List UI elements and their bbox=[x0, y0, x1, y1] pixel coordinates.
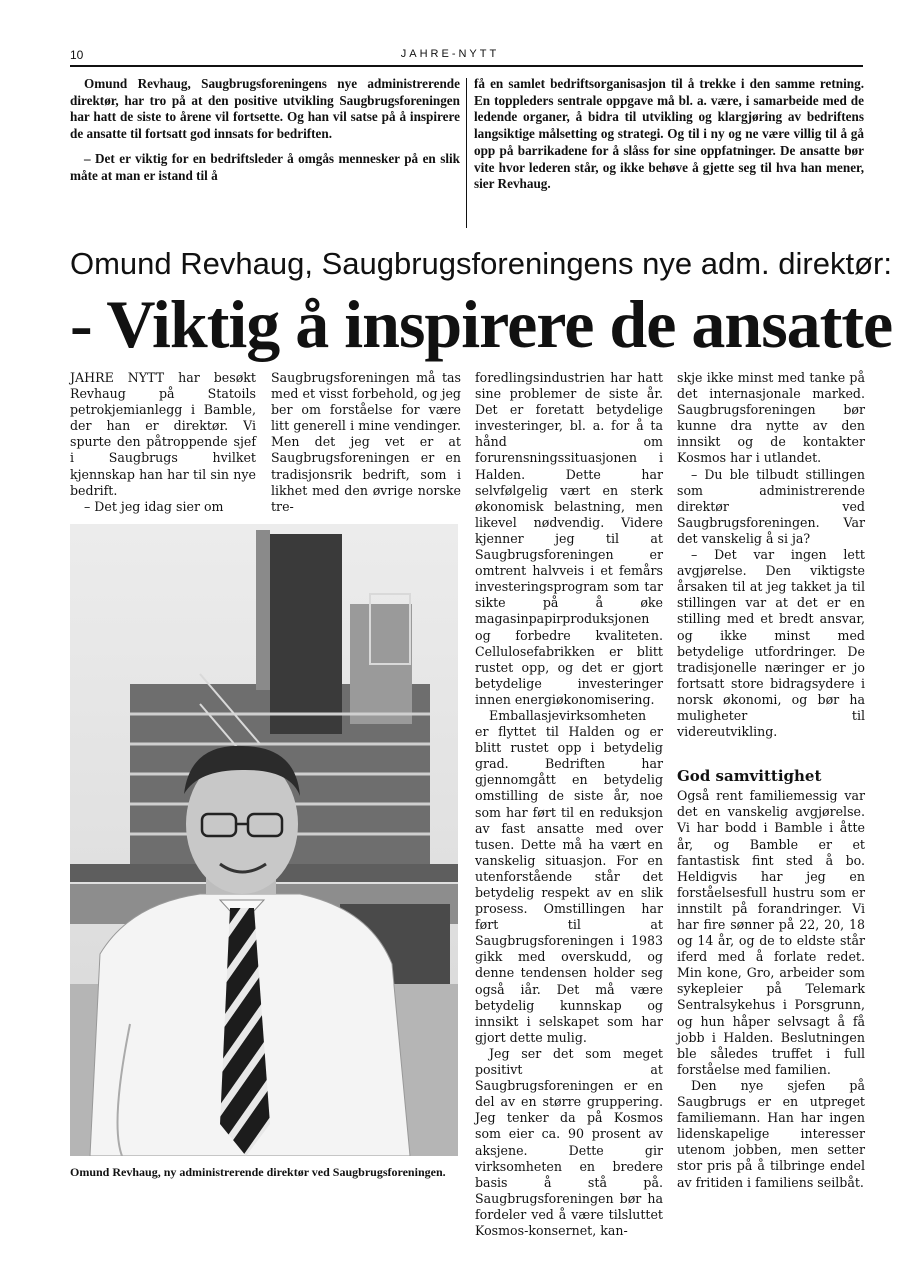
body-paragraph: Den nye sjefen på Saugbrugs er en utpreget familiemann. Han har ingen lidenskapelige interesser utenom jobben, men setter stor pris på å tilbringe endel av fritiden i familiens seilbåt. bbox=[677, 1077, 865, 1190]
headline: - Viktig å inspirere de ansatte bbox=[70, 286, 893, 362]
body-paragraph: foredlingsindustrien har hatt sine problemer de siste år. Det er foretatt betydelige investeringer, bl. a. for å ta hånd om forurensningssituasjonen i Halden. Dette har selvfølgelig vært en sterk økonomisk belastning, men likevel nødvendig. Videre kjenner jeg til at Saugbrugsforeningen er omtrent halvveis i et femårs investeringsprogram som tar sikte på å øke magasinpapirproduksjonen og forbedre kvaliteten. Cellulosefabrikken er blitt rustet opp, og det er gjort betydelige investeringer innen energiøkonomisering. bbox=[475, 370, 663, 707]
intro-left bbox=[70, 76, 460, 192]
body-paragraph: JAHRE NYTT har besøkt Revhaug på Statoils petrokjemianlegg i Bamble, der han er direktør. Vi spurte den påtroppende sjef i Saugbrugs hvilket kjennskap han har til sin nye bedrift. bbox=[70, 370, 256, 498]
intro-paragraph: Omund Revhaug, Saugbrugsforeningens nye administrerende direktør, har tro på at den positive utvikling Saugbrugsforeningen har hatt de siste to årene vil fortsette. Og han vil satse på å inspirere de ansatte til fortsatt god innsats for bedriften. bbox=[70, 76, 460, 142]
body-paragraph: Også rent familiemessig var det en vanskelig avgjørelse. Vi har bodd i Bamble i åtte år, og Bamble er et fantastisk fint sted å bo. Heldigvis har jeg en forståelsesfull hustru som er innstilt på forandringer. Vi har fire sønner på 22, 20, 18 og 14 år, og de to eldste står iferd med å forlate redet. Min kone, Gro, arbeider som sykepleier på Telemark Sentralsykehus i Porsgrunn, og hun håper selvsagt å få jobb i Halden. Beslutningen ble således truffet i full forståelse med familien. bbox=[677, 788, 865, 1077]
body-paragraph: – Det jeg idag sier om bbox=[84, 498, 224, 514]
body-paragraph: Jeg ser det som meget positivt at Saugbrugsforeningen er en del av en større gruppering. Jeg tenker da på Kosmos som eier ca. 90 prosent av aksjene. Dette gir virksomheten en bredere basis å stå på. Saugbrugsforeningen bør ha fordeler ved å være tilsluttet Kosmos-konsernet, kan- bbox=[475, 1045, 663, 1238]
body-paragraph: – Det var ingen lett avgjørelse. Den viktigste årsaken til at jeg takket ja til stillingen var at det er en stilling med et bredt ansvar, og ikke minst med betydelige utfordringer. De tradisjonelle næringer er jo fortsatt store bidragsydere i norsk økonomi, og bør ha muligheter til videreutvikling. bbox=[677, 547, 865, 740]
intro-right bbox=[474, 76, 864, 201]
page-number: 10 bbox=[70, 48, 84, 62]
column-4 bbox=[677, 370, 865, 1191]
body-paragraph: Saugbrugsforeningen må tas med et visst forbehold, og jeg ber om forståelse for være litt generell i mine vendinger. Men det jeg vet er at Saugbrugsforeningen er en tradisjonsrik bedrift, som i likhet med den øvrige norske tre- bbox=[271, 370, 461, 514]
body-paragraph: Emballasjevirksomheten er flyttet til Halden og er blitt rustet opp i betydelig grad. Bedriften har gjennomgått en betydelig omstilling de siste år, noe som har ført til en reduksjon av fast ansatte med over tusen. Dette må ha vært en vanskelig situasjon. For en utenforstående står det betydelig respekt av en slik prosess. Omstillingen har ført til at Saugbrugsforeningen i 1983 gikk med overskudd, og denne tendensen holder seg også iår. Det må være betydelig kunnskap og innsikt i selskapet som har gjort dette mulig. bbox=[475, 707, 663, 1045]
photo-caption: Omund Revhaug, ny administrerende direktør ved Saugbrugsforeningen. bbox=[70, 1165, 446, 1179]
intro-paragraph: få en samlet bedriftsorganisasjon til å trekke i den samme retning. En toppleders sentrale oppgave må bl. a. være, i samarbeide med de ledende organer, å bidra til utvikling og klargjøring av bedriftens langsiktige målsetting og strategi. Og til i ny og ne være villig til å gå opp på barrikadene for å slåss for sine oppfatninger. De ansatte bør vite hvor lederen står, og ikke behøve å gjette seg til hva han mener, sier Revhaug. bbox=[474, 76, 864, 192]
body-paragraph: – Du ble tilbudt stillingen som administrerende direktør ved Saugbrugsforeningen. Var det vanskelig å si ja? bbox=[677, 466, 865, 546]
body-paragraph: skje ikke minst med tanke på det internasjonale marked. Saugbrugsforeningen bør kunne dra nytte av den innsikt og de kontakter Kosmos har i utlandet. bbox=[677, 370, 865, 466]
subheading: God samvittighet bbox=[677, 767, 822, 786]
intro-paragraph: – Det er viktig for en bedriftsleder å omgås mennesker på en slik måte at man er istand til å bbox=[70, 150, 460, 183]
photo-illustration bbox=[70, 524, 458, 1156]
column-1 bbox=[70, 370, 256, 515]
publication-title: JAHRE-NYTT bbox=[400, 48, 500, 60]
intro-divider bbox=[466, 78, 467, 228]
portrait-photo bbox=[70, 524, 458, 1156]
kicker: Omund Revhaug, Saugbrugsforeningens nye adm. direktør: bbox=[70, 246, 892, 281]
header-rule bbox=[70, 65, 863, 67]
column-3 bbox=[475, 370, 663, 1239]
column-2 bbox=[271, 370, 461, 515]
